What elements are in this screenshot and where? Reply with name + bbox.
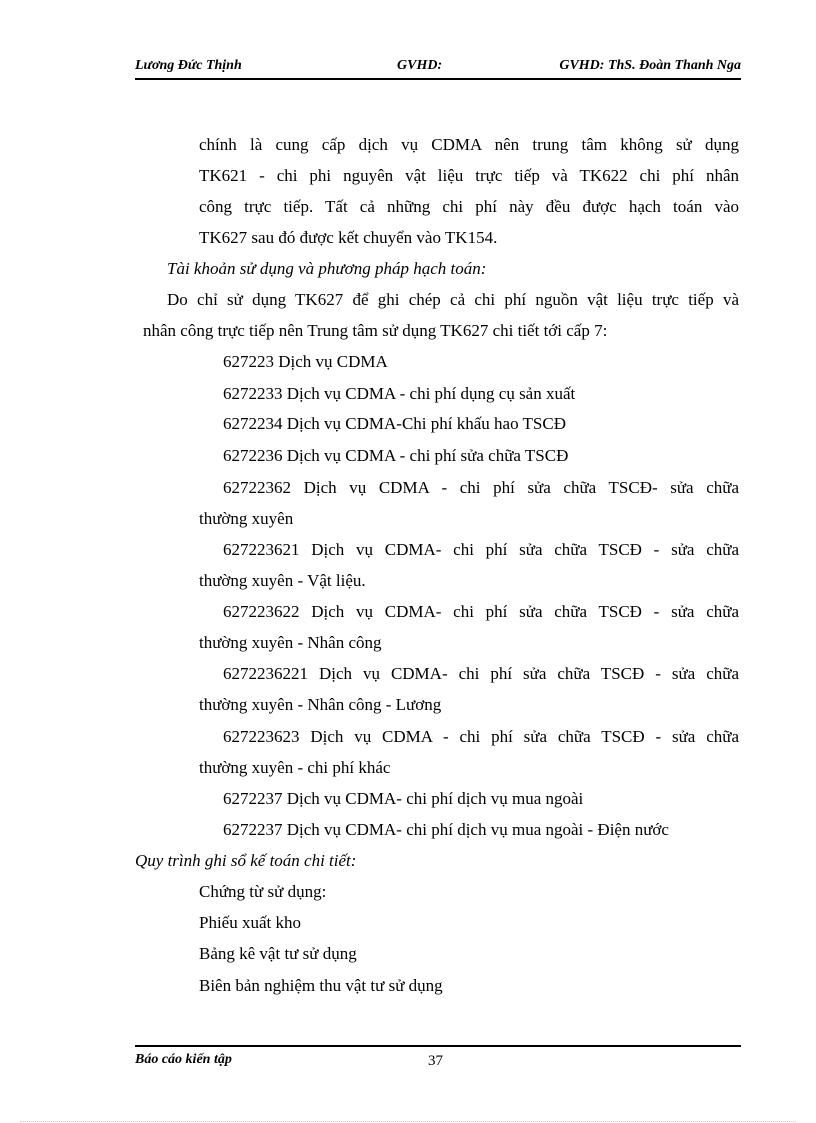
paragraph-line: TK627 sau đó được kết chuyển vào TK154. (199, 228, 498, 247)
account-item-cont: thường xuyên - chi phí khác (199, 758, 391, 777)
section-heading: Quy trình ghi sổ kế toán chi tiết: (135, 851, 357, 870)
page-header (135, 56, 741, 78)
doc-item: Phiếu xuất kho (199, 913, 301, 932)
paragraph-line: nhân công trực tiếp nên Trung tâm sử dụng TK627 chi tiết tới cấp 7: (143, 321, 608, 340)
paragraph-line: Do chỉ sử dụng TK627 để ghi chép cả chi phí nguồn vật liệu trực tiếp và (167, 290, 739, 309)
account-item-cont: thường xuyên - Nhân công - Lương (199, 695, 442, 714)
account-item-cont: thường xuyên - Nhân công (199, 633, 382, 652)
account-item: 6272236 Dịch vụ CDMA - chi phí sửa chữa TSCĐ (223, 446, 569, 465)
footer-title: Báo cáo kiến tập (135, 1052, 232, 1067)
header-rule (135, 78, 741, 80)
account-item: 6272236221 Dịch vụ CDMA- chi phí sửa chữa TSCĐ - sửa chữa (223, 664, 739, 683)
doc-item: Bảng kê vật tư sử dụng (199, 944, 357, 963)
doc-item: Biên bản nghiệm thu vật tư sử dụng (199, 976, 443, 995)
account-item: 627223622 Dịch vụ CDMA- chi phí sửa chữa TSCĐ - sửa chữa (223, 602, 739, 621)
account-item: 62722362 Dịch vụ CDMA - chi phí sửa chữa TSCĐ- sửa chữa (223, 478, 739, 497)
section-heading: Tài khoản sử dụng và phương pháp hạch toán: (167, 259, 487, 278)
paragraph-line: công trực tiếp. Tất cả những chi phí này đều được hạch toán vào (199, 197, 739, 216)
footer-rule (135, 1045, 741, 1047)
account-item-cont: thường xuyên (199, 509, 294, 528)
account-item: 627223623 Dịch vụ CDMA - chi phí sửa chữa TSCĐ - sửa chữa (223, 727, 739, 746)
page-edge-divider (20, 1121, 796, 1122)
doc-item: Chứng từ sử dụng: (199, 882, 327, 901)
account-item: 627223 Dịch vụ CDMA (223, 352, 388, 371)
account-item: 6272237 Dịch vụ CDMA- chi phí dịch vụ mua ngoài (223, 789, 584, 808)
account-item: 6272233 Dịch vụ CDMA - chi phí dụng cụ sản xuất (223, 384, 576, 403)
account-item-cont: thường xuyên - Vật liệu. (199, 571, 366, 590)
header-author: Lương Đức Thịnh (135, 58, 242, 73)
page-number: 37 (428, 1053, 443, 1069)
account-item: 6272234 Dịch vụ CDMA-Chi phí khấu hao TSCĐ (223, 414, 566, 433)
paragraph-line: TK621 - chi phi nguyên vật liệu trực tiếp và TK622 chi phí nhân (199, 166, 739, 185)
account-item: 627223621 Dịch vụ CDMA- chi phí sửa chữa TSCĐ - sửa chữa (223, 540, 739, 559)
account-item: 6272237 Dịch vụ CDMA- chi phí dịch vụ mua ngoài - Điện nước (223, 820, 669, 839)
header-advisor: GVHD: ThS. Đoàn Thanh Nga (559, 58, 741, 73)
header-gvhd-label: GVHD: (397, 58, 443, 73)
paragraph-line: chính là cung cấp dịch vụ CDMA nên trung tâm không sử dụng (199, 135, 739, 154)
